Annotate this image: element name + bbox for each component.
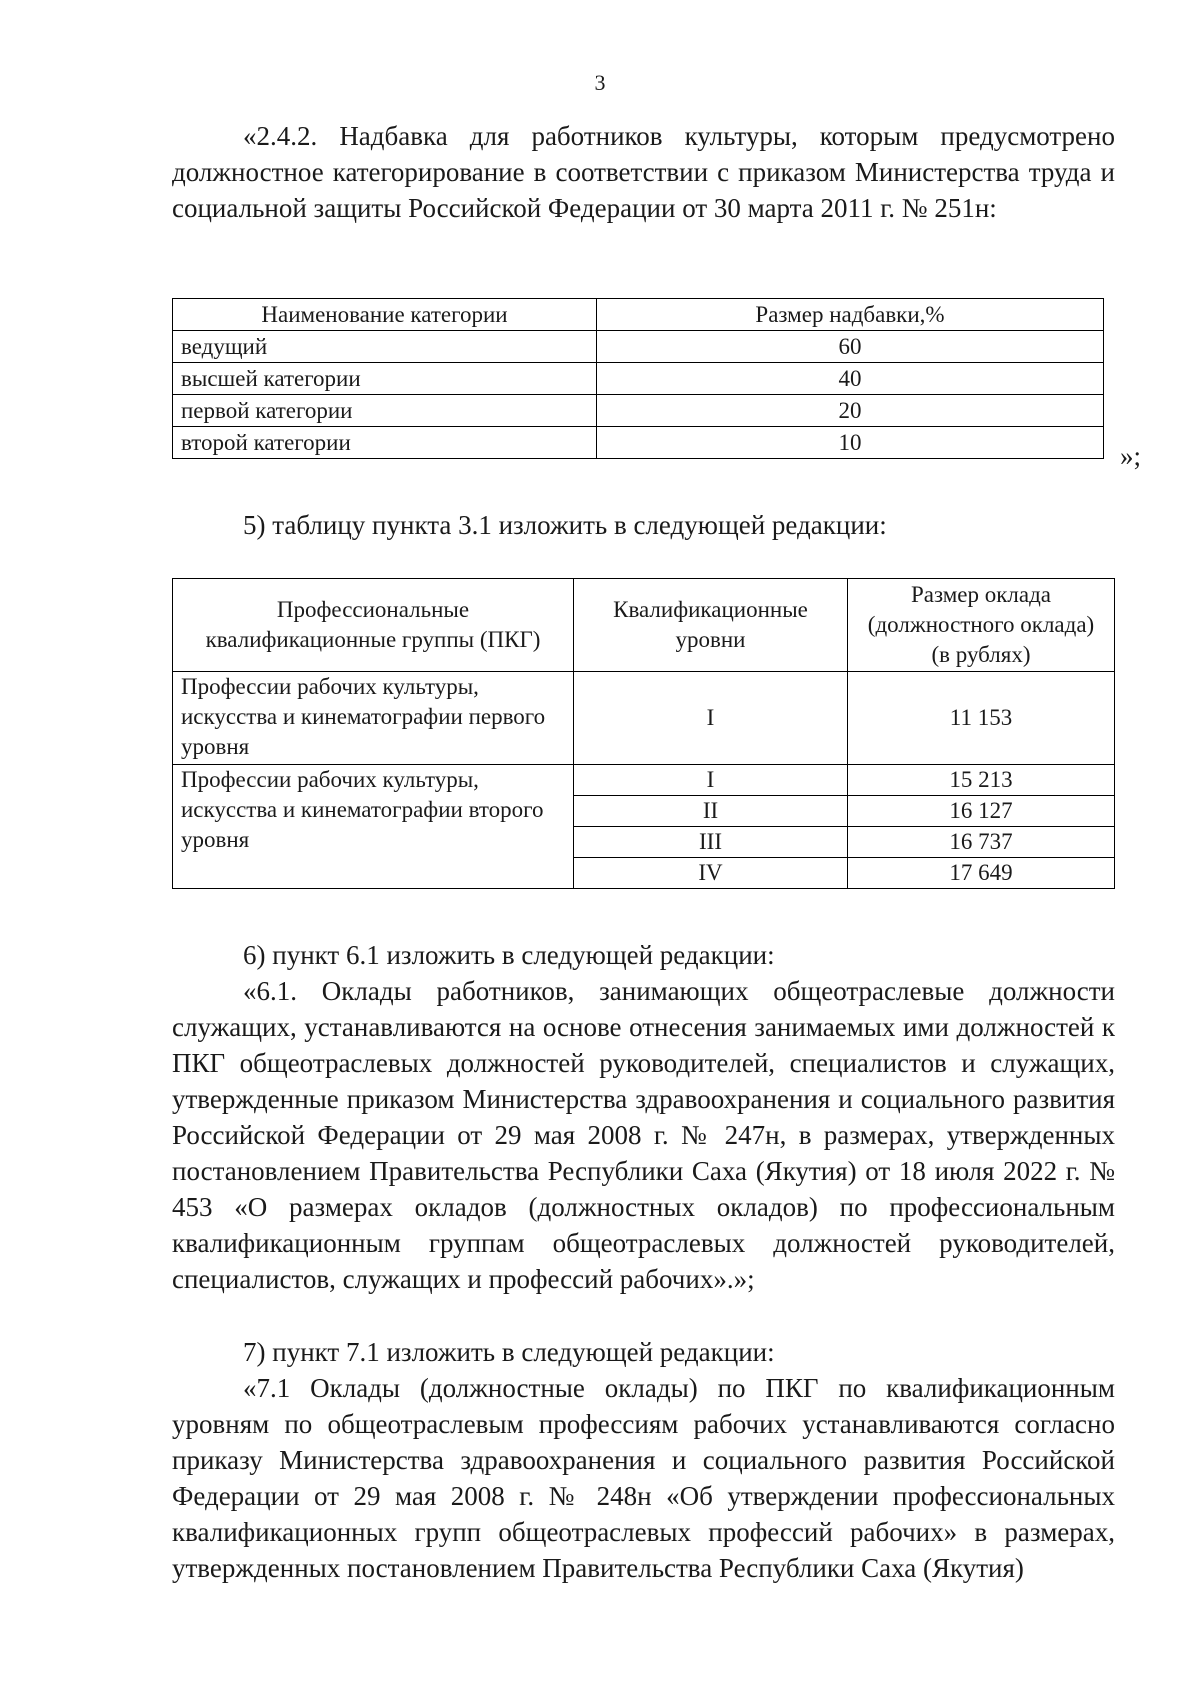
group-name: Профессии рабочих культуры, искусства и кинематографии первого уровня <box>173 672 574 765</box>
header-groups: Профессиональные квалификационные группы (ПКГ) <box>173 579 574 672</box>
salary-value: 11 153 <box>848 672 1115 765</box>
item-7: 7) пункт 7.1 изложить в следующей редакции: <box>243 1337 775 1367</box>
level-value: III <box>574 827 848 858</box>
category-name: первой категории <box>173 395 597 427</box>
allowance-table <box>172 298 1104 459</box>
allowance-value: 60 <box>597 331 1104 363</box>
level-value: I <box>574 765 848 796</box>
category-name: второй категории <box>173 427 597 459</box>
item-5: 5) таблицу пункта 3.1 изложить в следующей редакции: <box>243 510 887 540</box>
allowance-value: 40 <box>597 363 1104 395</box>
header-levels: Квалификационные уровни <box>574 579 848 672</box>
header-category: Наименование категории <box>173 299 597 331</box>
allowance-value: 10 <box>597 427 1104 459</box>
salary-value: 15 213 <box>848 765 1115 796</box>
category-name: ведущий <box>173 331 597 363</box>
table-row <box>173 672 1115 765</box>
item-7-text: «7.1 Оклады (должностные оклады) по ПКГ по квалификационным уровням по общеотраслевым профессиям рабочих устанавливаются согласно приказу Министерства здравоохранения и социального развития Российской Федерации от 29 мая 2008 г. № 248н «Об утверждении профессиональных квалификационных групп общеотраслевых профессий рабочих» в размерах, утвержденных постановлением Правительства Республики Саха (Якутия) <box>172 1373 1115 1583</box>
level-value: I <box>574 672 848 765</box>
allowance-value: 20 <box>597 395 1104 427</box>
item-6-text: «6.1. Оклады работников, занимающих общеотраслевые должности служащих, устанавливаются на основе отнесения занимаемых ими должностей к ПКГ общеотраслевых должностей руководителей, специалистов и служащих, утвержденные приказом Министерства здравоохранения и социального развития Российской Федерации от 29 мая 2008 г. № 247н, в размерах, утвержденных постановлением Правительства Республики Саха (Якутия) от 18 июля 2022 г. № 453 «О размерах окладов (должностных окладов) по профессиональным квалификационным группам общеотраслевых должностей руководителей, специалистов, служащих и профессий рабочих».»; <box>172 976 1115 1294</box>
salary-table <box>172 578 1115 889</box>
salary-value: 17 649 <box>848 858 1115 889</box>
closing-quote: »; <box>1120 441 1142 471</box>
level-value: IV <box>574 858 848 889</box>
table-row <box>173 765 1115 796</box>
table-header-row <box>173 579 1115 672</box>
item-6: 6) пункт 6.1 изложить в следующей редакции: <box>243 940 775 970</box>
table-row <box>173 427 1104 459</box>
intro-paragraph: «2.4.2. Надбавка для работников культуры, которым предусмотрено должностное категорирование в соответствии с приказом Министерства труда и социальной защиты Российской Федерации от 30 марта 2011 г. № 251н: <box>172 121 1115 223</box>
salary-value: 16 127 <box>848 796 1115 827</box>
page-number: 3 <box>594 70 606 95</box>
header-allowance: Размер надбавки,% <box>597 299 1104 331</box>
category-name: высшей категории <box>173 363 597 395</box>
level-value: II <box>574 796 848 827</box>
salary-value: 16 737 <box>848 827 1115 858</box>
table-row <box>173 363 1104 395</box>
table-row <box>173 395 1104 427</box>
table-row <box>173 331 1104 363</box>
table-header-row <box>173 299 1104 331</box>
group-name: Профессии рабочих культуры, искусства и кинематографии второго уровня <box>173 765 574 889</box>
header-salary: Размер оклада (должностного оклада) (в рублях) <box>848 579 1115 672</box>
